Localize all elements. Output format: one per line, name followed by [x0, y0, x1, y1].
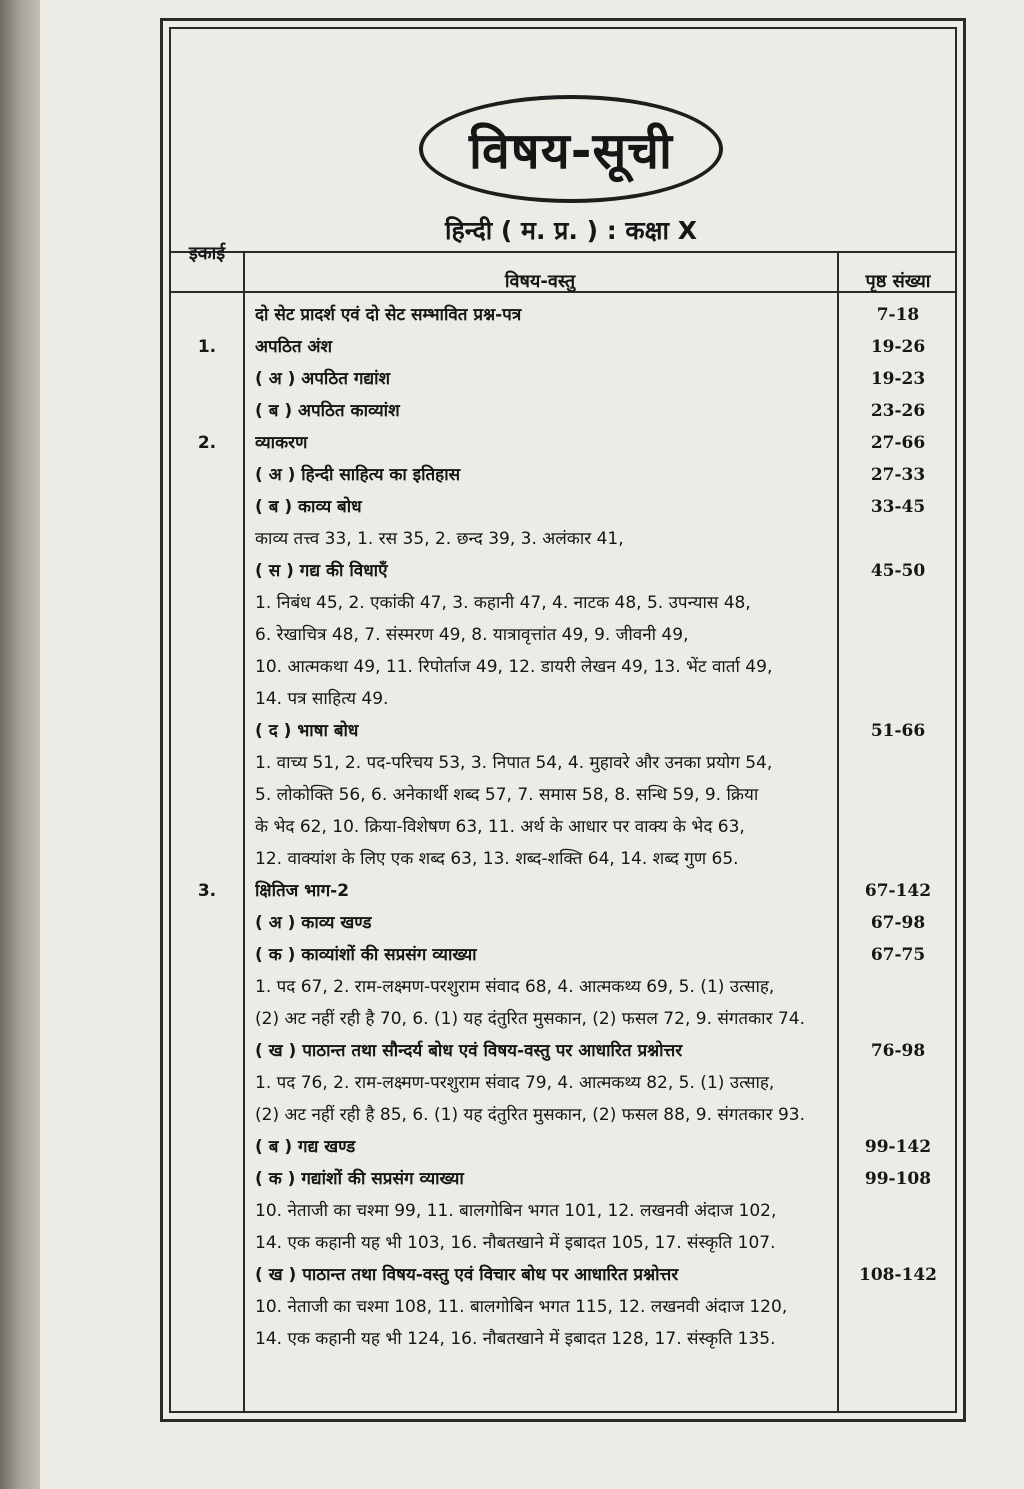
row-page-range: 108-142 [858, 1265, 938, 1285]
table-row [171, 651, 955, 683]
table-row [171, 747, 955, 779]
row-topic: 6. रेखाचित्र 48, 7. संस्मरण 49, 8. यात्रावृत्तांत 49, 9. जीवनी 49, [255, 625, 689, 645]
row-topic: ( ब ) गद्य खण्ड [255, 1137, 356, 1157]
table-row [171, 939, 955, 971]
row-topic: व्याकरण [255, 433, 308, 453]
table-row [171, 1227, 955, 1259]
table-row [171, 619, 955, 651]
table-row [171, 683, 955, 715]
table-row [171, 331, 955, 363]
row-topic: ( क ) काव्यांशों की सप्रसंग व्याख्या [255, 945, 477, 965]
table-row [171, 811, 955, 843]
row-topic: (2) अट नहीं रही है 85, 6. (1) यह दंतुरित मुसकान, (2) फसल 88, 9. संगतकार 93. [255, 1105, 805, 1125]
row-topic: ( अ ) हिन्दी साहित्य का इतिहास [255, 465, 461, 485]
page-inner-border [169, 27, 957, 1413]
table-row [171, 523, 955, 555]
table-row [171, 1003, 955, 1035]
row-topic: 14. एक कहानी यह भी 103, 16. नौबतखाने में इबादत 105, 17. संस्कृति 107. [255, 1233, 776, 1253]
row-page-range: 99-142 [864, 1137, 932, 1157]
page-subtitle: हिन्दी ( म. प्र. ) : कक्षा X [444, 216, 698, 245]
table-row [171, 1291, 955, 1323]
row-unit-number: 3. [197, 881, 217, 901]
table-row [171, 1131, 955, 1163]
row-topic: 10. आत्मकथा 49, 11. रिपोर्ताज 49, 12. डायरी लेखन 49, 13. भेंट वार्ता 49, [255, 657, 773, 677]
row-topic: काव्य तत्त्व 33, 1. रस 35, 2. छन्द 39, 3. अलंकार 41, [255, 529, 624, 549]
row-topic: ( ख ) पाठान्त तथा विषय-वस्तु एवं विचार बोध पर आधारित प्रश्नोत्तर [255, 1265, 679, 1285]
row-topic: 1. पद 76, 2. राम-लक्ष्मण-परशुराम संवाद 79, 4. आत्मकथ्य 82, 5. (1) उत्साह, [255, 1073, 775, 1093]
row-topic: 12. वाक्यांश के लिए एक शब्द 63, 13. शब्द-शक्ति 64, 14. शब्द गुण 65. [255, 849, 739, 869]
table-row [171, 363, 955, 395]
table-row [171, 299, 955, 331]
table-row [171, 1195, 955, 1227]
row-topic: ( क ) गद्यांशों की सप्रसंग व्याख्या [255, 1169, 464, 1189]
row-page-range: 19-23 [870, 369, 926, 389]
row-page-range: 19-26 [870, 337, 926, 357]
table-row [171, 907, 955, 939]
page-title: विषय-सूची [419, 95, 723, 203]
row-page-range: 23-26 [870, 401, 926, 421]
row-topic: 10. नेताजी का चश्मा 99, 11. बालगोबिन भगत 101, 12. लखनवी अंदाज 102, [255, 1201, 777, 1221]
row-topic: ( ख ) पाठान्त तथा सौन्दर्य बोध एवं विषय-वस्तु पर आधारित प्रश्नोत्तर [255, 1041, 683, 1061]
table-row [171, 1259, 955, 1291]
table-row [171, 875, 955, 907]
row-page-range: 99-108 [864, 1169, 932, 1189]
row-topic: अपठित अंश [255, 337, 333, 357]
book-page [40, 0, 1024, 1489]
row-topic: के भेद 62, 10. क्रिया-विशेषण 63, 11. अर्थ के आधार पर वाक्य के भेद 63, [255, 817, 745, 837]
row-topic: (2) अट नहीं रही है 70, 6. (1) यह दंतुरित मुसकान, (2) फसल 72, 9. संगतकार 74. [255, 1009, 805, 1029]
row-topic: ( द ) भाषा बोध [255, 721, 359, 741]
row-page-range: 33-45 [870, 497, 926, 517]
table-row [171, 1323, 955, 1355]
row-topic: दो सेट प्रादर्श एवं दो सेट सम्भावित प्रश्न-पत्र [255, 305, 522, 325]
row-topic: ( ब ) अपठित काव्यांश [255, 401, 400, 421]
row-topic: ( अ ) काव्य खण्ड [255, 913, 372, 933]
header-page-number: पृष्ठ संख्या [865, 271, 931, 292]
header-unit: इकाई [188, 243, 226, 264]
row-unit-number: 2. [197, 433, 217, 453]
row-topic: ( स ) गद्य की विधाएँ [255, 561, 388, 581]
table-row [171, 459, 955, 491]
row-page-range: 67-142 [864, 881, 932, 901]
row-topic: 14. पत्र साहित्य 49. [255, 689, 389, 709]
table-row [171, 1035, 955, 1067]
table-row [171, 779, 955, 811]
row-topic: क्षितिज भाग-2 [255, 881, 350, 901]
row-topic: 14. एक कहानी यह भी 124, 16. नौबतखाने में इबादत 128, 17. संस्कृति 135. [255, 1329, 776, 1349]
row-page-range: 27-33 [870, 465, 926, 485]
table-row [171, 1099, 955, 1131]
row-topic: ( ब ) काव्य बोध [255, 497, 362, 517]
table-row [171, 587, 955, 619]
row-topic: 1. निबंध 45, 2. एकांकी 47, 3. कहानी 47, 4. नाटक 48, 5. उपन्यास 48, [255, 593, 751, 613]
table-row [171, 971, 955, 1003]
table-row [171, 715, 955, 747]
contents-table [171, 299, 955, 1355]
row-page-range: 67-75 [870, 945, 926, 965]
header-content: विषय-वस्तु [504, 271, 576, 292]
row-unit-number: 1. [197, 337, 217, 357]
row-page-range: 45-50 [870, 561, 926, 581]
table-row [171, 1067, 955, 1099]
row-topic: ( अ ) अपठित गद्यांश [255, 369, 391, 389]
row-page-range: 51-66 [870, 721, 926, 741]
table-row [171, 491, 955, 523]
row-topic: 1. पद 67, 2. राम-लक्ष्मण-परशुराम संवाद 68, 4. आत्मकथ्य 69, 5. (1) उत्साह, [255, 977, 775, 997]
table-row [171, 427, 955, 459]
row-page-range: 7-18 [876, 305, 920, 325]
page-border [160, 18, 966, 1422]
table-row [171, 843, 955, 875]
row-topic: 5. लोकोक्ति 56, 6. अनेकार्थी शब्द 57, 7. समास 58, 8. सन्धि 59, 9. क्रिया [255, 785, 759, 805]
table-row [171, 555, 955, 587]
row-page-range: 27-66 [870, 433, 926, 453]
row-page-range: 67-98 [870, 913, 926, 933]
row-page-range: 76-98 [870, 1041, 926, 1061]
table-row [171, 1163, 955, 1195]
row-topic: 1. वाच्य 51, 2. पद-परिचय 53, 3. निपात 54, 4. मुहावरे और उनका प्रयोग 54, [255, 753, 773, 773]
row-topic: 10. नेताजी का चश्मा 108, 11. बालगोबिन भगत 115, 12. लखनवी अंदाज 120, [255, 1297, 788, 1317]
table-row [171, 395, 955, 427]
